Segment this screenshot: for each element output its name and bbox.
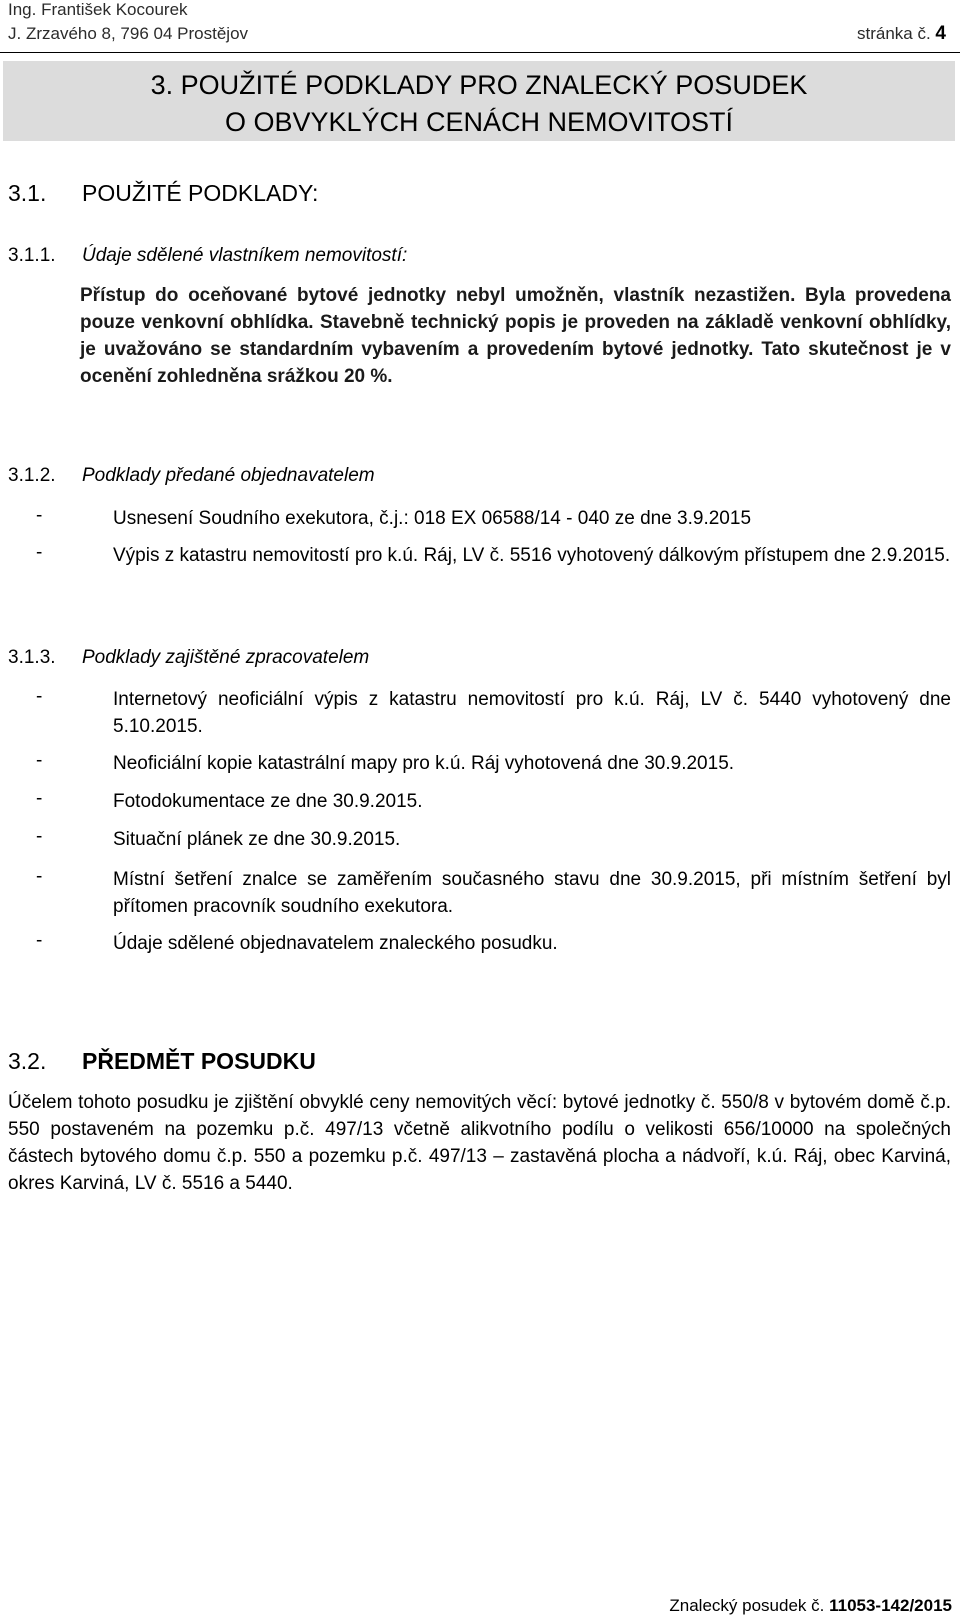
page-indicator [857,23,946,44]
owner-info-paragraph: Přístup do oceňované bytové jednotky nebyl umožněn, vlastník nezastižen. Byla provedena pouze venkovní obhlídka. Stavebně technický popis je proveden na základě venkovní obhlídky, je uvažováno se standardním vybavením a provedením bytové jednotky. Tato skutečnost je v ocenění zohledněna srážkou 20 %. [80,285,951,387]
footer-report-number: 11053-142/2015 [829,1596,952,1615]
section-3-1-number: 3.1. [8,180,47,206]
list-bullet: - [36,788,43,809]
author-name: Ing. František Kocourek [8,0,188,19]
list-bullet: - [36,866,43,887]
section-3-1-2-title: Podklady předané objednavatelem [82,465,375,486]
chapter-title-line-2: O OBVYKLÝCH CENÁCH NEMOVITOSTÍ [224,107,734,137]
author-address: J. Zrzavého 8, 796 04 Prostějov [8,24,249,43]
section-3-1-3-title: Podklady zajištěné zpracovatelem [82,647,370,668]
chapter-title-line-1: 3. POUŽITÉ PODKLADY PRO ZNALECKÝ POSUDEK [150,70,808,100]
list-item: Údaje sdělené objednavatelem znaleckého posudku. [113,933,558,954]
section-3-1-title: POUŽITÉ PODKLADY: [82,180,319,206]
list-bullet: - [36,930,43,951]
section-3-1-1-number: 3.1.1. [8,245,56,266]
list-bullet: - [36,686,43,707]
footer-label: Znalecký posudek č. [669,1596,825,1615]
list-bullet: - [36,826,43,847]
list-item: Místní šetření znalce se zaměřením současného stavu dne 30.9.2015, při místním šetření byl přítomen pracovník soudního exekutora. [113,869,951,917]
list-item: Situační plánek ze dne 30.9.2015. [113,829,401,850]
list-item: Výpis z katastru nemovitostí pro k.ú. Ráj, LV č. 5516 vyhotovený dálkovým přístupem dne 2.9.2015. [113,545,951,566]
list-item: Neoficiální kopie katastrální mapy pro k.ú. Ráj vyhotovená dne 30.9.2015. [113,753,735,774]
list-item: Internetový neoficiální výpis z katastru nemovitostí pro k.ú. Ráj, LV č. 5440 vyhotovený dne 5.10.2015. [113,689,951,737]
purpose-paragraph: Účelem tohoto posudku je zjištění obvyklé ceny nemovitých věcí: bytové jednotky č. 550/8 v bytovém domě č.p. 550 postaveném na pozemku p.č. 497/13 včetně alikvotního podílu o velikosti 656/10000 na společných částech bytového domu č.p. 550 a pozemku p.č. 497/13 – zastavěná plocha a nádvoří, k.ú. Ráj, obec Karviná, okres Karviná, LV č. 5516 a 5440. [8,1092,951,1194]
page-number: 4 [935,23,946,44]
footer [669,1596,952,1616]
header-divider [0,52,960,53]
section-3-1-3-number: 3.1.3. [8,647,56,668]
section-3-1-1-title: Údaje sdělené vlastníkem nemovitostí: [82,245,408,266]
page-label: stránka č. [856,24,931,43]
section-3-2-number: 3.2. [8,1048,47,1074]
header-line [8,23,946,44]
section-3-1-2-number: 3.1.2. [8,465,56,486]
list-bullet: - [36,505,43,526]
list-item: Usnesení Soudního exekutora, č.j.: 018 EX 06588/14 - 040 ze dne 3.9.2015 [113,508,752,529]
list-bullet: - [36,750,43,771]
list-bullet: - [36,542,43,563]
list-item: Fotodokumentace ze dne 30.9.2015. [113,791,423,812]
chapter-title-band [3,61,955,141]
section-3-2-title: PŘEDMĚT POSUDKU [82,1048,316,1074]
